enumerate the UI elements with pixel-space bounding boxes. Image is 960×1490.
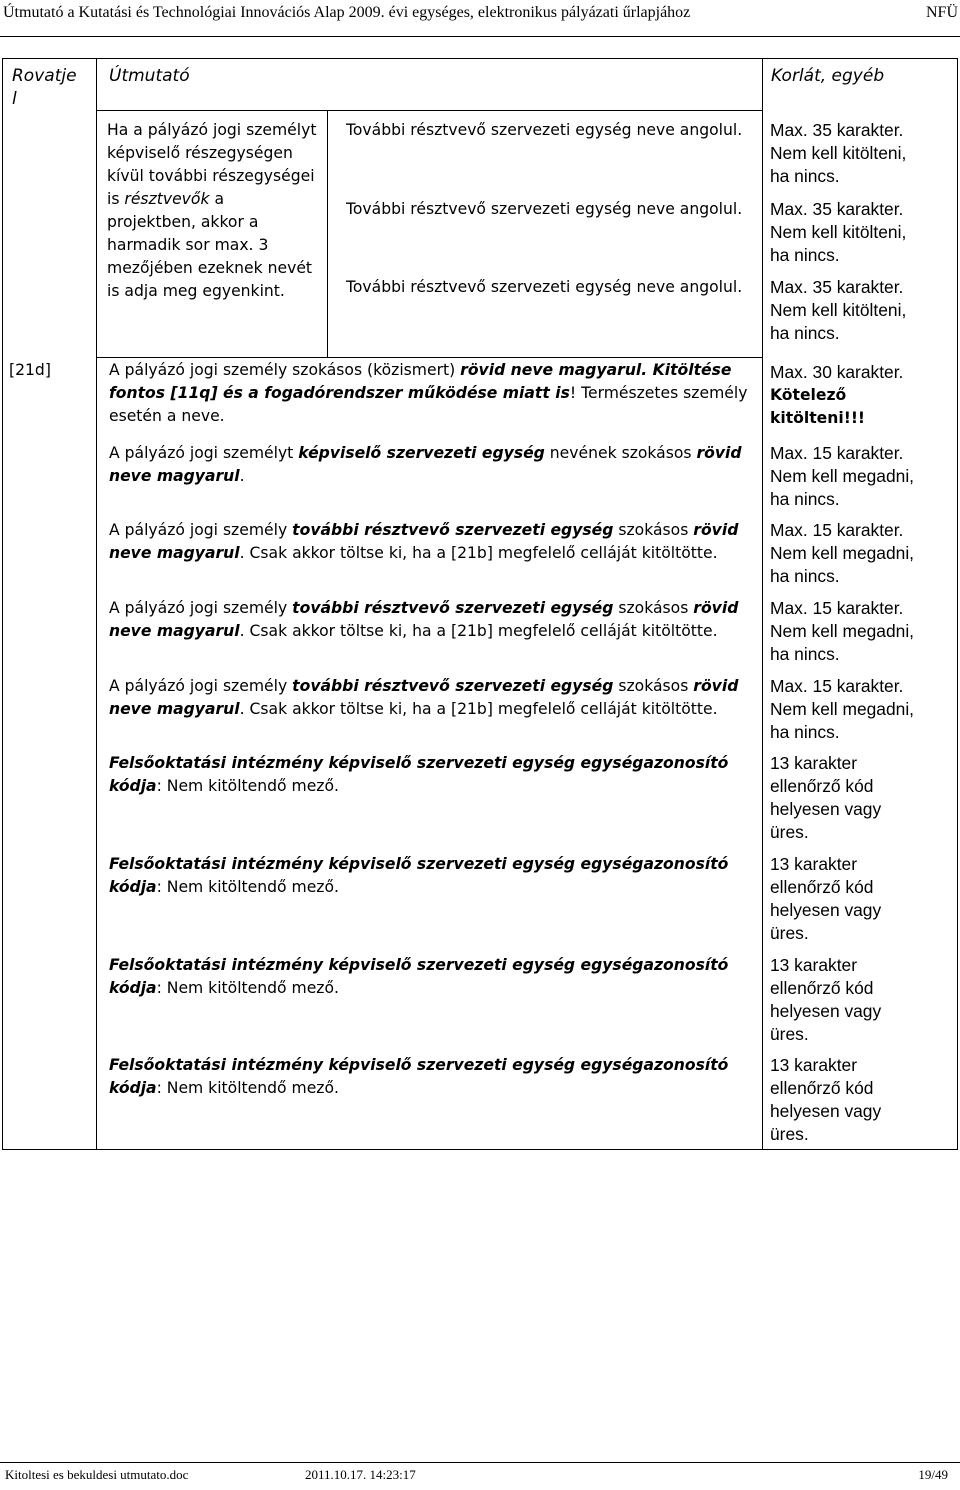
row-21d-text: A pályázó jogi személy szokásos (közismert) rövid neve magyarul. Kitöltése fontos [11q] és a fogadórendszer működése miatt is! Természetes személy esetén a neve. bbox=[109, 361, 748, 425]
header-title: Útmutató a Kutatási és Technológiai Innovációs Alap 2009. évi egységes, elektronikus pályázati űrlapjához bbox=[3, 4, 691, 21]
page-footer bbox=[0, 1462, 960, 1490]
limit-felso-3: 13 karakter ellenőrző kód helyesen vagy üres. bbox=[770, 955, 882, 1044]
limit-tovabbi-2: Max. 15 karakter. Nem kell megadni, ha nincs. bbox=[770, 598, 915, 664]
nested-table bbox=[96, 110, 762, 358]
row-tovabbi-3: A pályázó jogi személy további résztvevő szervezeti egység szokásos rövid neve magyarul. Csak akkor töltse ki, ha a [21b] megfelelő celláját kitöltötte. bbox=[109, 677, 739, 718]
limit-21d: Max. 30 karakter. Kötelező kitölteni!!! bbox=[770, 362, 904, 427]
limit-kepviselo: Max. 15 karakter. Nem kell megadni, ha nincs. bbox=[770, 443, 915, 509]
limit-tovabbi-3: Max. 15 karakter. Nem kell megadni, ha nincs. bbox=[770, 676, 915, 742]
limit-nested-3: Max. 35 karakter. Nem kell kitölteni, ha nincs. bbox=[770, 277, 907, 343]
row-tovabbi-1: A pályázó jogi személy további résztvevő szervezeti egység szokásos rövid neve magyarul. Csak akkor töltse ki, ha a [21b] megfelelő celláját kitöltötte. bbox=[109, 521, 739, 562]
limit-felso-1: 13 karakter ellenőrző kód helyesen vagy üres. bbox=[770, 753, 882, 842]
row-felso-3: Felsőoktatási intézmény képviselő szervezeti egység egységazonosító kódja: Nem kitöltendő mező. bbox=[109, 956, 729, 997]
col-header-korlat: Korlát, egyéb bbox=[771, 66, 885, 86]
guide-table bbox=[2, 58, 958, 1150]
footer-datetime: 2011.10.17. 14:23:17 bbox=[305, 1467, 416, 1482]
row-felso-4: Felsőoktatási intézmény képviselő szervezeti egység egységazonosító kódja: Nem kitöltendő mező. bbox=[109, 1056, 729, 1097]
rovatjel-21d: [21d] bbox=[9, 361, 51, 379]
limit-tovabbi-1: Max. 15 karakter. Nem kell megadni, ha nincs. bbox=[770, 520, 915, 586]
nested-left-text: Ha a pályázó jogi személyt képviselő részegységen kívül további részegységei is résztvevők a projektben, akkor a harmadik sor max. 3 mezőjében ezeknek nevét is adja meg egyenkint. bbox=[107, 121, 317, 300]
footer-page-number: 19/49 bbox=[918, 1467, 948, 1482]
limit-felso-2: 13 karakter ellenőrző kód helyesen vagy üres. bbox=[770, 854, 882, 943]
footer-filename: Kitoltesi es bekuldesi utmutato.doc bbox=[5, 1467, 189, 1482]
col-header-utmutato: Útmutató bbox=[109, 66, 190, 86]
col-header-rovatjel: Rovatje l bbox=[12, 66, 77, 109]
limit-nested-1: Max. 35 karakter. Nem kell kitölteni, ha nincs. bbox=[770, 120, 907, 186]
limit-nested-2: Max. 35 karakter. Nem kell kitölteni, ha nincs. bbox=[770, 199, 907, 265]
limit-felso-4: 13 karakter ellenőrző kód helyesen vagy üres. bbox=[770, 1055, 882, 1144]
page-header bbox=[0, 0, 960, 37]
row-kepviselo-text: A pályázó jogi személyt képviselő szervezeti egység nevének szokásos rövid neve magyarul. bbox=[109, 444, 742, 485]
col-divider-2 bbox=[762, 59, 763, 1149]
nested-right-line-2: További résztvevő szervezeti egység neve angolul. bbox=[346, 200, 743, 218]
row-felso-1: Felsőoktatási intézmény képviselő szervezeti egység egységazonosító kódja: Nem kitöltendő mező. bbox=[109, 754, 729, 795]
row-tovabbi-2: A pályázó jogi személy további résztvevő szervezeti egység szokásos rövid neve magyarul. Csak akkor töltse ki, ha a [21b] megfelelő celláját kitöltötte. bbox=[109, 599, 739, 640]
nested-divider bbox=[327, 111, 328, 357]
row-felso-2: Felsőoktatási intézmény képviselő szervezeti egység egységazonosító kódja: Nem kitöltendő mező. bbox=[109, 855, 729, 896]
header-org: NFÜ bbox=[925, 4, 958, 21]
nested-right-line-1: További résztvevő szervezeti egység neve angolul. bbox=[346, 121, 743, 139]
nested-right-line-3: További résztvevő szervezeti egység neve angolul. bbox=[346, 278, 743, 296]
